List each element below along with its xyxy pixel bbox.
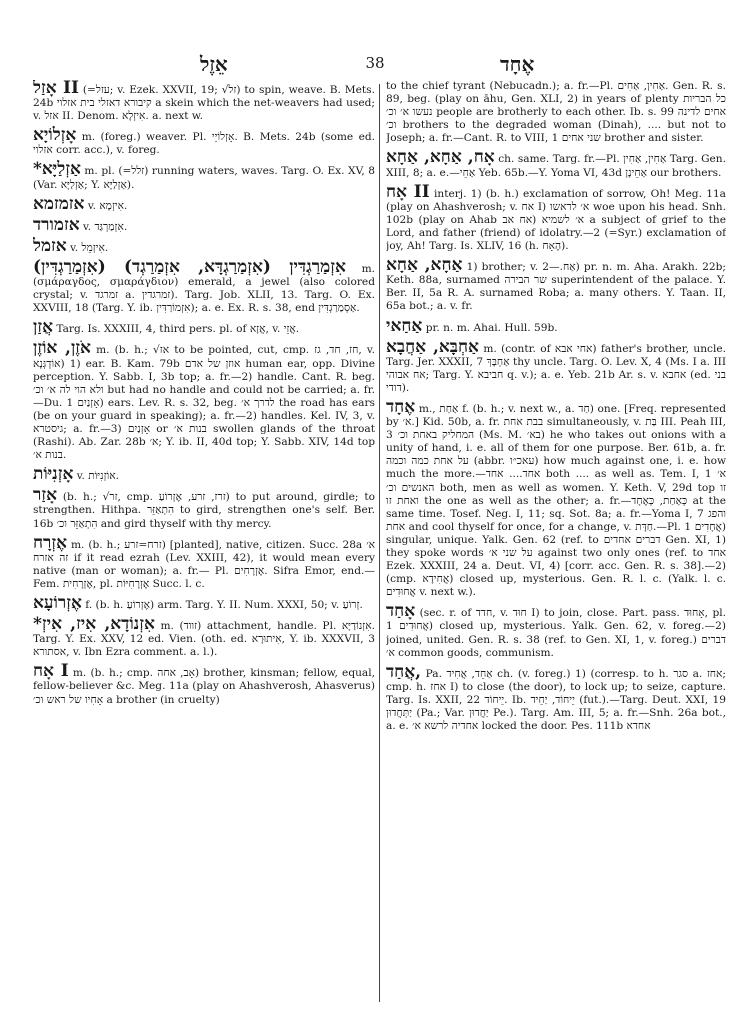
entry-headword: אַחְבָּא, אַחֲבָא	[386, 336, 479, 357]
dictionary-entry	[33, 127, 375, 157]
dictionary-entry	[386, 336, 726, 395]
entry-definition: m. (b. h.; זרח=זרע) [planted], native, citizen. Succ. 28a א׳ זה אזרח if it read ezrah (Lev. XXIII, 42), it would mean every native (man or woman); a. fr.— Pl. אֶזְרָחִים. Sifra Emor, end.—Fem. אֶזְרָחִית, pl. אֶזְרָחִיּוֹת Succ. l. c.	[33, 538, 375, 590]
dictionary-entry	[33, 80, 375, 123]
dictionary-entry	[33, 466, 375, 483]
entry-definition: (=עזל; v. Ezek. XXVII, 19; √זל) to spin, weave. B. Mets. 24b קיבורא דאזלי בית אזלוי a skein which the net-weavers had used; v. אזל II. Denom. אִיזְלָא. a. next w.	[33, 84, 375, 123]
dictionary-entry	[386, 603, 726, 659]
entry-headword: אזמורד	[33, 214, 80, 235]
entry-definition: Targ. Is. XXXIII, 4, third pers. pl. of אֲזָא, v. אֲזֵי.	[56, 323, 300, 336]
page-number: 38	[365, 54, 385, 72]
dictionary-entry	[386, 80, 726, 145]
entry-definition: m., אַחַת f. (b. h.; v. next w., a. חַד) one. [Freq. represented by א׳.] Kid. 50b, a. fr. בבת אחת simultaneously, v. בַּת III. Peah III, 3 המחליק באחת וכ׳ (Ms. M. בא׳) he who takes out onions with a unity of hand, i. e. all of them for one purpose. Ber. 61b, a. fr. על אחת כמה וכמה (abbr. עאכ״ו) how much against one, i. e. how much the more.—אחד.... אחד both .... as well as. Tem. I, 1 א׳ האנשים וכ׳ both, men as well as women. Y. Keth. V, 29d top זו ואחת זו the one as well as the other; a. fr.—כְּאַחַת, כְּאֶחָד at the same time. Tosef. Neg. I, 11; sq. Sot. 8a; a. fr.—Yoma I, 7 והפג אחת and cool thyself for once, for a change, v. חַדָּת.—Pl. אֲחָדִים 1) singular, unique. Yalk. Gen. 62 (ref. to דברים אחדים Gen. XI, 1) they spoke words על שני א׳ against two only ones (ref. to אחד Ezek. XXXIII, 24 a. Deut. VI, 4) [corr. acc. Gen. R. s. 38].—2) (cmp. אֲחִידָא) closed up, mysterious. Gen. R. l. c. (Yalk. l. c. אֲחוּדִים v. next w.).	[386, 402, 726, 599]
right-catchword: אֶחָד	[500, 52, 535, 76]
entry-headword: אזמזמא	[33, 193, 85, 214]
entry-headword: אֲזַן	[33, 317, 53, 338]
entry-headword: אזמל	[33, 235, 67, 256]
left-column	[33, 80, 375, 1005]
entry-definition: m. pl. (=זלל) running waters, waves. Targ. O. Ex. XV, 8 (Var. אַזְלַיָּא; Y. אַזְלַיָּא).	[33, 165, 375, 191]
entry-headword: *אַזְלַיָּא	[33, 159, 81, 180]
entry-headword: אָזְנִיּוֹת	[33, 464, 74, 485]
entry-headword: אֶזְרָח	[33, 532, 68, 553]
entry-headword: אָח I	[33, 661, 69, 682]
dictionary-entry	[386, 257, 726, 313]
dictionary-entry	[386, 396, 726, 599]
entry-definition: m. (foreg.) weaver. Pl. אָזְלוֹיֵי. B. Mets. 24b (some ed. אזלוי corr. acc.), v. foreg.	[33, 131, 375, 157]
dictionary-entry	[33, 214, 375, 235]
dictionary-entry	[386, 661, 726, 733]
entry-definition: (sec. r. of חדד, v. חוּד I) to join, close. Part. pass. אָחוּד, pl. אֲחוּדִים 1) closed up, mysterious. Yalk. Gen. 62, v. foreg.—2) joined, united. Gen. R. s. 38 (ref. to Gen. XI, 1, v. foreg.) דברים א׳ common goods, communism.	[386, 607, 726, 659]
dictionary-entry	[33, 532, 375, 591]
entry-headword: אַחָא, אַחָא	[386, 255, 463, 276]
entry-definition: 1) brother; v. אַח.—2) pr. n. m. Aha. Arakh. 22b; Keth. 88a, surnamed שר הבירה superintendent of the palace. Y. Ber. II, 5a R. A. surnamed Roba; a. many others. Y. Taan. II, 65a bot.; a. v. fr.	[386, 261, 726, 313]
entry-definition: m. (זווד) attachment, handle. Pl. אִזְנוֹדַיָּא. Targ. Y. Ex. XXV, 12 ed. Vien. (oth. ed. אִיתוּרָא, Y. ib. XXXVII, 3 אסתורא, v. Ibn Ezra comment. a. l.).	[33, 620, 375, 659]
entry-headword: *אִזְנוֹדָא, אִיז, אִיזְ	[33, 614, 155, 635]
dictionary-entry	[33, 487, 375, 530]
dictionary-entry	[386, 181, 726, 253]
entry-headword: אָחַד	[386, 601, 416, 622]
dictionary-entry	[386, 315, 726, 336]
dictionary-entry	[33, 595, 375, 612]
entry-definition: Pa. אַחֵד, אֲחִיד ch. (v. foreg.) 1) (corresp. to h. סגר a. אחז; cmp. h. אחז I) to close (the door), to lock up; to seize, capture. Targ. Is. XXII, 22 יֵיחוֹד. Ib. יֵיחוֹד, יַחֵיד (fut.).—Targ. Deut. XXI, 19 יַתְּחֲדוּן (Pa.; Var. יַחֲדוּן Pe.). Targ. Am. III, 5; a. fr.—Snh. 26a bot., a. e. אחדיה לרשא א׳ locked the door. Pes. 111b אחדא	[386, 667, 726, 733]
entry-definition: pr. n. m. Ahai. Hull. 59b.	[425, 321, 558, 334]
dictionary-entry	[33, 193, 375, 214]
entry-definition: m. (b. h.; cmp. אָב, אחה) brother, kinsman; fellow, equal, fellow-believer &c. Meg. 11a (play on Ahashverosh, Ahasverus) אָחִיו של ראש וכ׳ a brother (in cruelty)	[33, 667, 375, 706]
right-column	[386, 80, 726, 1005]
dictionary-entry	[33, 235, 375, 256]
dictionary-entry	[33, 340, 375, 462]
entry-definition: m. (σμάραγδος, σμαράγδιον) emerald, a jewel (also colored crystal; v. זמרגד a. זמרגדין). Targ. Job. XLII, 13. Targ. O. Ex. XXVIII, 18 (Targ. Y. ib. אִזְמוֹרַדִּין); a. e. Ex. R. s. 38, end אַסְמַרַגְדִּין.	[33, 262, 375, 315]
entry-definition: interj. 1) (b. h.) exclamation of sorrow, Oh! Meg. 11a (play on Ahashverosh; v. אח I) א׳ לראשו woe upon his head. Snh. 102b (play on Ahab אח אב) א׳ לשמיא a subject of grief to the Lord, and father (friend) of idolatry.—2 (=Syr.) exclamation of joy, Ah! Targ. Is. XLIV, 16 (h. הֶאָח).	[386, 187, 726, 253]
dictionary-entry	[33, 319, 375, 336]
entry-definition: f. (b. h. אֶזְרוֹעַ) arm. Targ. Y. II. Num. XXXI, 50; v. זְרוֹעַ.	[85, 599, 363, 611]
page-header	[0, 52, 750, 76]
entry-headword: אָזַר	[33, 485, 58, 506]
column-divider	[379, 84, 380, 1002]
dictionary-entry	[33, 256, 375, 315]
entry-headword: אֲחַד,	[386, 661, 422, 682]
dictionary-entry	[386, 149, 726, 179]
entry-definition: v. אִזְמַרְגַּד.	[82, 220, 128, 233]
entry-headword: אָזַל II	[33, 80, 79, 98]
entry-headword: אָח, אַחָא, אַחָא	[386, 147, 495, 168]
entry-headword: אֶחָד	[386, 396, 416, 417]
entry-definition: v. אוֹזְנִיּוֹת.	[76, 470, 119, 483]
dictionary-entry	[33, 663, 375, 706]
entry-headword: אִזְמַרַגְדִּין (אִזְמַרַגְדָּא, אִזְמַרַגְד) (אִזְמַרַגְדִּין)	[33, 256, 346, 277]
entry-definition: to the chief tyrant (Nebucadn.); a. fr.—Pl. אַחִין, אַחִים. Gen. R. s. 89, beg. (play on āhu, Gen. XLI, 2) in years of plenty כל הבריות נעשו א׳ וכ׳ people are brotherly to each other. Ib. s. 99 אחים לדינה וכ׳ brothers to the degraded woman (Dinah), .... but not to Joseph; a. fr.—Cant. R. to VIII, 1 שני אחים brother and sister.	[386, 80, 726, 145]
entry-definition: m. (contr. of אחי אבא) father's brother, uncle. Targ. Jer. XXXII, 7 אַחְבָּךְ thy uncle. Targ. O. Lev. X, 4 (Ms. I a. III אח אבוהי; Targ. Y. חביבא q. v.); a. e. Yeb. 21b Ar. s. v. אחבא (ed. בני דודי).	[386, 342, 726, 394]
entry-definition: (b. h.; √זר, cmp. זרז, זרע, אֶזְרוֹעַ) to put around, girdle; to strengthen. Hithpa. הִתְאַזֵּר to gird, strengthen one's self. Ber. 16b הִתְאַזֵּר וכ׳ and gird thyself with thy mercy.	[33, 491, 375, 530]
entry-headword: אֶזְרוֹעָא	[33, 593, 82, 613]
dictionary-entry	[33, 616, 375, 659]
entry-headword: אָח II	[386, 181, 430, 202]
entry-definition: v. אִיזְמֵל.	[70, 241, 109, 254]
dictionary-entry	[33, 161, 375, 191]
entry-definition: ch. same. Targ. fr.—Pl. אַחִין, אַחִין Targ. Gen. XIII, 8; a. e.—אַחֵי Yeb. 65b.—Y. Yoma VI, 43d אַחֵינָן our brothers.	[386, 153, 726, 179]
entry-definition: m. (b. h.; √אז to be pointed, cut, cmp. חז, חד, גז, v. אוֹדְגְּנָא) 1) ear. B. Kam. 79b אוזן של אדם human ear, opp. Divine perception. Y. Sabb. I, 3b top; a. fr.—2) handle. Cant. R. beg. ולא הוי לה א׳ וכ׳ but had no handle and could not be carried; a. fr.—Du. אָזְנַיִם 1) ears. Lev. R. s. 32, beg. לדרך א׳ the road has ears (be on your guard in speaking); a. fr.—2) handles. Kel. IV, 3, v. גיסטרא; a. fr.—3) אָזְנַיִם or בנות א׳ swollen glands of the throat (Rashi). Ab. Zar. 28b א׳; Y. ib. II, 40d top; Y. Sabb. XIV, 14d top בנות א׳.	[33, 344, 375, 462]
left-catchword: אֵזֶל	[200, 52, 228, 76]
entry-definition: v. אִיזְמָא.	[87, 199, 128, 212]
entry-headword: אָזְלוֹיָא	[33, 125, 77, 146]
entry-headword: אֹזֶן, אוֹזֶן	[33, 338, 91, 359]
entry-headword: אַחַאי	[386, 315, 423, 336]
